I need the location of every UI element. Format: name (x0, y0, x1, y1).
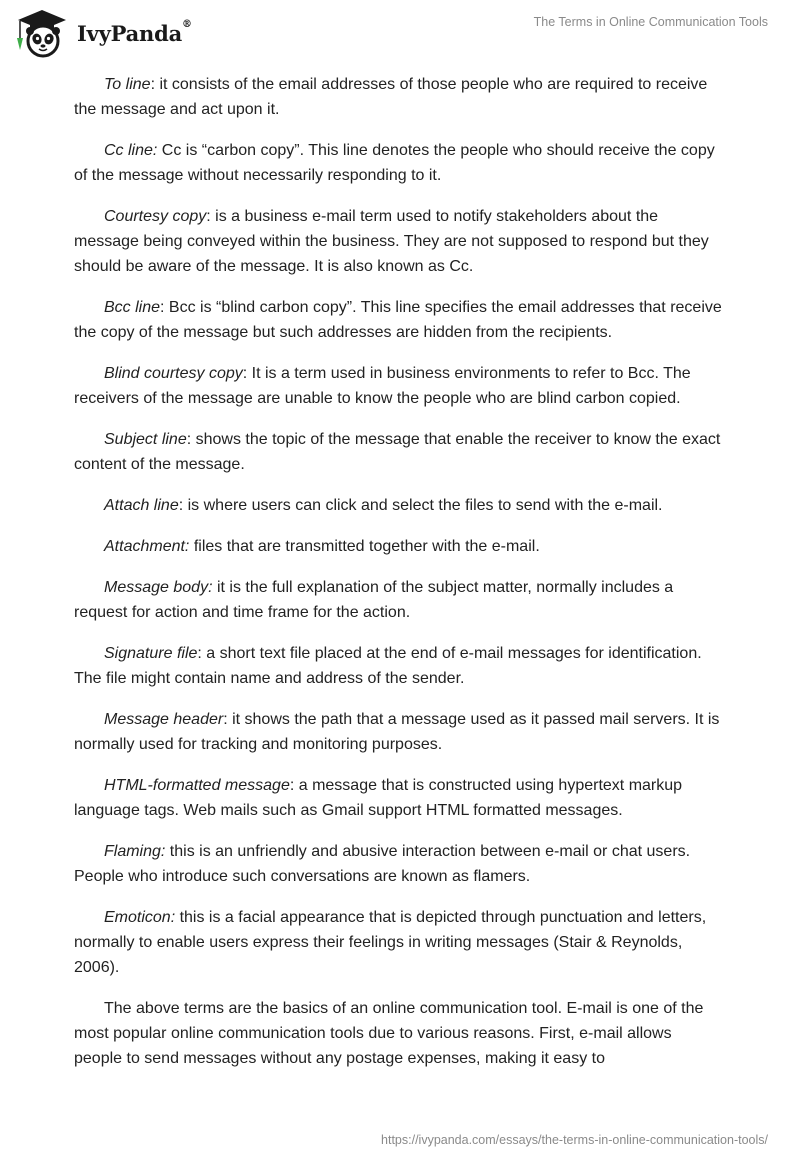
definition-paragraph (74, 641, 724, 691)
body-paragraph (74, 996, 724, 1071)
essay-body (74, 72, 724, 1087)
definition: files that are transmitted together with the e-mail. (189, 538, 540, 555)
definition-paragraph (74, 493, 724, 518)
term: Message body: (104, 579, 213, 596)
definition-paragraph (74, 773, 724, 823)
definition-paragraph (74, 427, 724, 477)
source-url[interactable]: https://ivypanda.com/essays/the-terms-in-online-communication-tools/ (381, 1133, 768, 1147)
term: HTML-formatted message (104, 777, 290, 794)
registered-mark: ® (182, 18, 192, 30)
term: Bcc line (104, 299, 161, 316)
definition-paragraph (74, 534, 724, 559)
term: Signature file (104, 645, 198, 662)
term: Attach line (104, 497, 179, 514)
definition-paragraph (74, 839, 724, 889)
definition: : it consists of the email addresses of those people who are required to receive the message and act upon it. (74, 76, 708, 118)
page-header (0, 0, 800, 70)
definition-paragraph (74, 361, 724, 411)
definition: Cc is “carbon copy”. This line denotes the people who should receive the copy of the message without necessarily responding to it. (74, 142, 715, 184)
paragraph-text: The above terms are the basics of an online communication tool. E-mail is one of the most popular online communication tools due to various reasons. First, e-mail allows people to send messages without any postage expenses, making it easy to (74, 1000, 704, 1067)
ivypanda-logo[interactable] (12, 8, 192, 58)
definition-paragraph (74, 905, 724, 980)
definition: : a short text file placed at the end of e-mail messages for identification. The file might contain name and address of the sender. (74, 645, 702, 687)
term: Emoticon: (104, 909, 176, 926)
definition: this is an unfriendly and abusive interaction between e-mail or chat users. People who introduce such conversations are known as flamers. (74, 843, 691, 885)
brand-name: IvyPanda® (77, 18, 192, 46)
definition-paragraph (74, 707, 724, 757)
term: Courtesy copy (104, 208, 207, 225)
definition-paragraph (74, 72, 724, 122)
definition-paragraph (74, 295, 724, 345)
term: Attachment: (104, 538, 190, 555)
definition: : shows the topic of the message that enable the receiver to know the exact content of the message. (74, 431, 721, 473)
definition: : a message that is constructed using hypertext markup language tags. Web mails such as Gmail support HTML formatted messages. (74, 777, 683, 819)
term: Blind courtesy copy (104, 365, 243, 382)
definition: : Bcc is “blind carbon copy”. This line specifies the email addresses that receive the copy of the message but such addresses are hidden from the recipients. (74, 299, 722, 341)
term: Cc line: (104, 142, 158, 159)
term: Subject line (104, 431, 187, 448)
definition: : is a business e-mail term used to notify stakeholders about the message being conveyed within the business. They are not supposed to respond but they should be aware of the message. It is also known as Cc. (74, 208, 709, 275)
definition: : is where users can click and select the files to send with the e-mail. (178, 497, 663, 514)
definition: : It is a term used in business environments to refer to Bcc. The receivers of the message are unable to know the people who are blind carbon copied. (74, 365, 691, 407)
definition-paragraph (74, 138, 724, 188)
definition: this is a facial appearance that is depicted through punctuation and letters, normally to enable users express their feelings in writing messages (Stair & Reynolds, 2006). (74, 909, 707, 976)
term: To line (104, 76, 151, 93)
definition: : it shows the path that a message used as it passed mail servers. It is normally used for tracking and monitoring purposes. (74, 711, 720, 753)
definition-paragraph (74, 575, 724, 625)
definition-paragraph (74, 204, 724, 279)
definition: it is the full explanation of the subject matter, normally includes a request for action and time frame for the action. (74, 579, 674, 621)
panda-graduate-icon (12, 8, 72, 58)
document-title: The Terms in Online Communication Tools (533, 15, 768, 29)
term: Message header (104, 711, 224, 728)
term: Flaming: (104, 843, 166, 860)
